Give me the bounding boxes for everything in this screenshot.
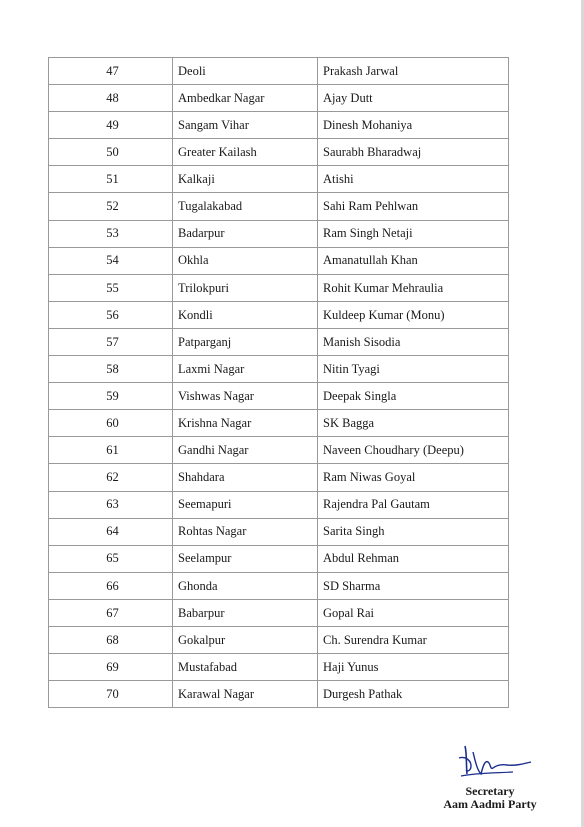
serial-number: 59 bbox=[106, 388, 119, 403]
serial-number: 52 bbox=[106, 199, 119, 214]
constituency-cell: Deoli bbox=[173, 58, 318, 85]
constituency-cell: Krishna Nagar bbox=[173, 410, 318, 437]
constituency-cell: Laxmi Nagar bbox=[173, 356, 318, 383]
serial-number-cell bbox=[49, 85, 173, 112]
table-row bbox=[49, 681, 509, 708]
candidate-table bbox=[48, 57, 509, 708]
constituency-cell: Karawal Nagar bbox=[173, 681, 318, 708]
table-row bbox=[49, 626, 509, 653]
candidate-cell: SK Bagga bbox=[318, 410, 509, 437]
candidate-cell: Gopal Rai bbox=[318, 599, 509, 626]
constituency-cell: Mustafabad bbox=[173, 654, 318, 681]
serial-number-cell bbox=[49, 356, 173, 383]
constituency-cell: Shahdara bbox=[173, 464, 318, 491]
candidate-cell: Durgesh Pathak bbox=[318, 681, 509, 708]
serial-number-cell bbox=[49, 437, 173, 464]
candidate-cell: Manish Sisodia bbox=[318, 328, 509, 355]
serial-number: 63 bbox=[106, 497, 119, 512]
serial-number-cell bbox=[49, 247, 173, 274]
table-row bbox=[49, 518, 509, 545]
constituency-cell: Sangam Vihar bbox=[173, 112, 318, 139]
serial-number-cell bbox=[49, 572, 173, 599]
serial-number: 66 bbox=[106, 578, 119, 593]
serial-number: 47 bbox=[106, 63, 119, 78]
serial-number-cell bbox=[49, 681, 173, 708]
candidate-cell: Naveen Choudhary (Deepu) bbox=[318, 437, 509, 464]
serial-number-cell bbox=[49, 491, 173, 518]
candidate-cell: Nitin Tyagi bbox=[318, 356, 509, 383]
constituency-cell: Trilokpuri bbox=[173, 274, 318, 301]
serial-number: 48 bbox=[106, 90, 119, 105]
table-row bbox=[49, 654, 509, 681]
serial-number-cell bbox=[49, 654, 173, 681]
signatory-title: Secretary bbox=[465, 784, 515, 798]
serial-number: 65 bbox=[106, 551, 119, 566]
serial-number: 64 bbox=[106, 524, 119, 539]
table-row bbox=[49, 599, 509, 626]
table-row bbox=[49, 301, 509, 328]
constituency-cell: Seemapuri bbox=[173, 491, 318, 518]
serial-number: 70 bbox=[106, 686, 119, 701]
candidate-cell: Ajay Dutt bbox=[318, 85, 509, 112]
table-row bbox=[49, 85, 509, 112]
table-row bbox=[49, 410, 509, 437]
table-row bbox=[49, 491, 509, 518]
serial-number: 50 bbox=[106, 145, 119, 160]
candidate-cell: Saurabh Bharadwaj bbox=[318, 139, 509, 166]
constituency-cell: Babarpur bbox=[173, 599, 318, 626]
table-row bbox=[49, 139, 509, 166]
table-row bbox=[49, 328, 509, 355]
serial-number-cell bbox=[49, 464, 173, 491]
serial-number-cell bbox=[49, 58, 173, 85]
candidate-cell: Abdul Rehman bbox=[318, 545, 509, 572]
candidate-cell: Rohit Kumar Mehraulia bbox=[318, 274, 509, 301]
constituency-cell: Ghonda bbox=[173, 572, 318, 599]
serial-number-cell bbox=[49, 545, 173, 572]
constituency-cell: Tugalakabad bbox=[173, 193, 318, 220]
serial-number-cell bbox=[49, 410, 173, 437]
candidate-cell: Deepak Singla bbox=[318, 383, 509, 410]
candidate-cell: Dinesh Mohaniya bbox=[318, 112, 509, 139]
table-row bbox=[49, 464, 509, 491]
serial-number: 60 bbox=[106, 416, 119, 431]
table-row bbox=[49, 383, 509, 410]
constituency-cell: Gandhi Nagar bbox=[173, 437, 318, 464]
signature-block bbox=[420, 785, 560, 811]
serial-number-cell bbox=[49, 301, 173, 328]
table-row bbox=[49, 166, 509, 193]
serial-number-cell bbox=[49, 139, 173, 166]
candidate-cell: Sahi Ram Pehlwan bbox=[318, 193, 509, 220]
serial-number: 55 bbox=[106, 280, 119, 295]
constituency-cell: Ambedkar Nagar bbox=[173, 85, 318, 112]
candidate-cell: Haji Yunus bbox=[318, 654, 509, 681]
serial-number: 62 bbox=[106, 470, 119, 485]
constituency-cell: Gokalpur bbox=[173, 626, 318, 653]
serial-number-cell bbox=[49, 383, 173, 410]
serial-number-cell bbox=[49, 220, 173, 247]
table-row bbox=[49, 112, 509, 139]
constituency-cell: Kondli bbox=[173, 301, 318, 328]
serial-number: 69 bbox=[106, 659, 119, 674]
constituency-cell: Seelampur bbox=[173, 545, 318, 572]
table-row bbox=[49, 545, 509, 572]
serial-number: 68 bbox=[106, 632, 119, 647]
candidate-cell: Sarita Singh bbox=[318, 518, 509, 545]
candidate-cell: Amanatullah Khan bbox=[318, 247, 509, 274]
candidate-cell: Ch. Surendra Kumar bbox=[318, 626, 509, 653]
serial-number-cell bbox=[49, 166, 173, 193]
table-row bbox=[49, 356, 509, 383]
constituency-cell: Rohtas Nagar bbox=[173, 518, 318, 545]
candidate-cell: Ram Singh Netaji bbox=[318, 220, 509, 247]
serial-number-cell bbox=[49, 112, 173, 139]
serial-number: 58 bbox=[106, 361, 119, 376]
constituency-cell: Kalkaji bbox=[173, 166, 318, 193]
candidate-cell: Rajendra Pal Gautam bbox=[318, 491, 509, 518]
table-row bbox=[49, 274, 509, 301]
candidate-cell: Atishi bbox=[318, 166, 509, 193]
table-row bbox=[49, 437, 509, 464]
table-row bbox=[49, 58, 509, 85]
serial-number-cell bbox=[49, 193, 173, 220]
table-row bbox=[49, 193, 509, 220]
serial-number: 49 bbox=[106, 117, 119, 132]
table-row bbox=[49, 572, 509, 599]
serial-number: 54 bbox=[106, 253, 119, 268]
serial-number-cell bbox=[49, 626, 173, 653]
candidate-cell: Kuldeep Kumar (Monu) bbox=[318, 301, 509, 328]
serial-number: 67 bbox=[106, 605, 119, 620]
serial-number: 53 bbox=[106, 226, 119, 241]
serial-number-cell bbox=[49, 599, 173, 626]
serial-number: 56 bbox=[106, 307, 119, 322]
table-body bbox=[49, 58, 509, 708]
constituency-cell: Okhla bbox=[173, 247, 318, 274]
candidate-cell: Prakash Jarwal bbox=[318, 58, 509, 85]
table-row bbox=[49, 220, 509, 247]
serial-number: 57 bbox=[106, 334, 119, 349]
candidate-cell: SD Sharma bbox=[318, 572, 509, 599]
constituency-cell: Greater Kailash bbox=[173, 139, 318, 166]
serial-number-cell bbox=[49, 274, 173, 301]
table-row bbox=[49, 247, 509, 274]
serial-number-cell bbox=[49, 518, 173, 545]
constituency-cell: Patparganj bbox=[173, 328, 318, 355]
signature-image bbox=[455, 740, 535, 780]
organization-name: Aam Aadmi Party bbox=[443, 797, 537, 811]
serial-number: 61 bbox=[106, 443, 119, 458]
constituency-cell: Badarpur bbox=[173, 220, 318, 247]
serial-number: 51 bbox=[106, 172, 119, 187]
candidate-cell: Ram Niwas Goyal bbox=[318, 464, 509, 491]
constituency-cell: Vishwas Nagar bbox=[173, 383, 318, 410]
serial-number-cell bbox=[49, 328, 173, 355]
